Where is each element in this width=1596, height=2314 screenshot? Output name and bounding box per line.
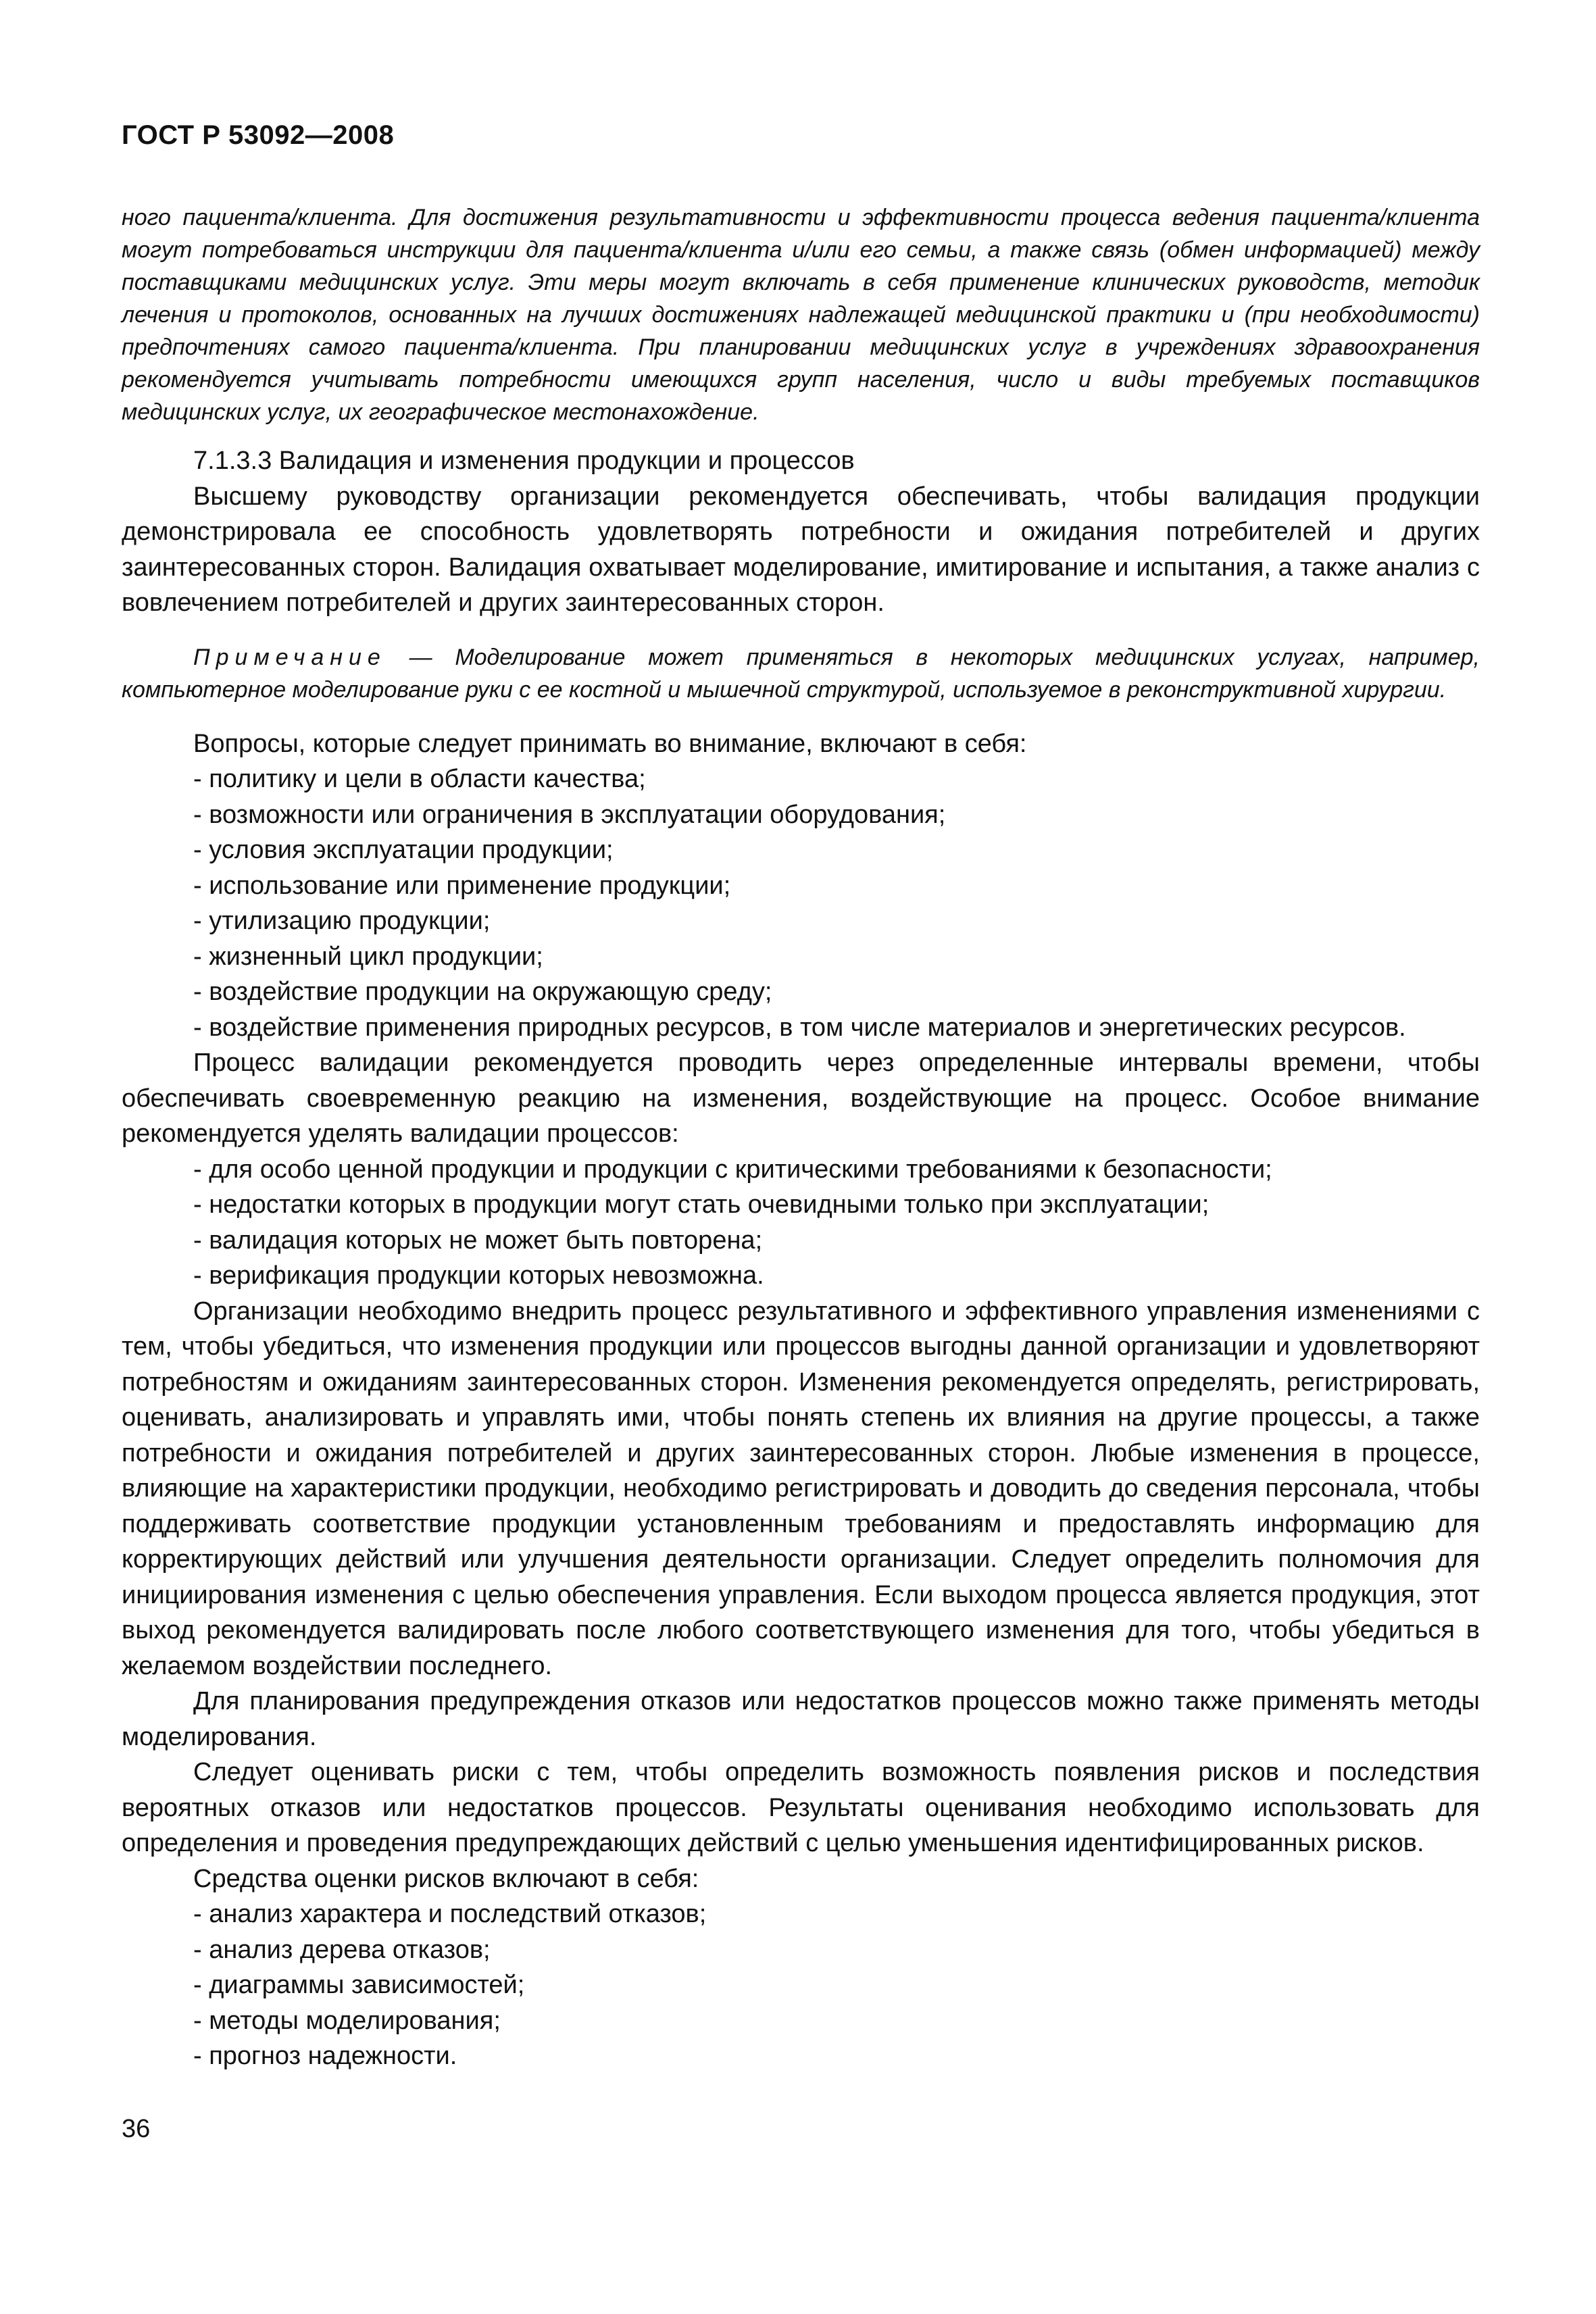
list-item: - анализ характера и последствий отказов; [193, 1900, 707, 1928]
paragraph-validation-interval: Процесс валидации рекомендуется проводить через определенные интервалы времени, чтобы обеспечивать своевременную реакцию на изменения, воздействующие на процесс. Особое внимание рекомендуется уделять валидации процессов: [122, 1049, 1480, 1148]
list-item: - условия эксплуатации продукции; [193, 836, 614, 864]
paragraph-risk: Следует оценивать риски с тем, чтобы определить возможность появления рисков и последствия вероятных отказов или недостатков процессов. Результаты оценивания необходимо использовать для определения и проведения предупреждающих действий с целью уменьшения идентифицированных рисков. [122, 1758, 1480, 1857]
paragraph-validation: Высшему руководству организации рекомендуется обеспечивать, чтобы валидация продукции демонстрировала ее способность удовлетворять потребности и ожидания потребителей и других заинтересованных сторон. Валидация охватывает моделирование, имитирование и испытания, а также анализ с вовлечением потребителей и других заинтересованных сторон. [122, 482, 1480, 617]
list-item: - валидация которых не может быть повторена; [193, 1226, 763, 1255]
list-item: - возможности или ограничения в эксплуатации оборудования; [193, 800, 946, 829]
list-item: - недостатки которых в продукции могут стать очевидными только при эксплуатации; [193, 1190, 1210, 1219]
list-item: - для особо ценной продукции и продукции с критическими требованиями к безопасности; [193, 1155, 1272, 1184]
list-item: - жизненный цикл продукции; [193, 942, 543, 971]
risk-intro: Средства оценки рисков включают в себя: [193, 1864, 699, 1893]
list-item: - анализ дерева отказов; [193, 1935, 491, 1964]
note-paragraph [122, 641, 1480, 706]
document-header: ГОСТ Р 53092—2008 [122, 120, 395, 150]
note-text: — Моделирование может применяться в некоторых медицинских услугах, например, компьютерное моделирование руки с ее костной и мышечной структурой, используемое в реконструктивной хирургии. [122, 644, 1480, 703]
document-body [122, 201, 1480, 2074]
document-page [122, 0, 1480, 2314]
intro-italic-paragraph: ного пациента/клиента. Для достижения результативности и эффективности процесса ведения пациента/клиента могут потребоваться инструкции для пациента/клиента и/или его семьи, а также связь (обмен информацией) между поставщиками медицинских услуг. Эти меры могут включать в себя применение клинических руководств, методик лечения и протоколов, основанных на лучших достижениях надлежащей медицинской практики и (при необходимости) предпочтениях самого пациента/клиента. При планировании медицинских услуг в учреждениях здравоохранения рекомендуется учитывать потребности имеющихся групп населения, число и виды требуемых поставщиков медицинских услуг, их географическое местонахождение. [122, 205, 1480, 425]
note-label: Примечание [193, 644, 386, 670]
list-item: - верификация продукции которых невозможна. [193, 1261, 764, 1290]
list-item: - использование или применение продукции; [193, 871, 731, 900]
list-item: - воздействие применения природных ресурсов, в том числе материалов и энергетических ресурсов. [193, 1013, 1406, 1042]
list-item: - методы моделирования; [193, 2006, 501, 2035]
list-item: - утилизацию продукции; [193, 907, 491, 935]
page-number: 36 [122, 2115, 151, 2143]
list-item: - воздействие продукции на окружающую среду; [193, 978, 772, 1006]
list-item: - прогноз надежности. [193, 2042, 457, 2070]
paragraph-change-management: Организации необходимо внедрить процесс результативного и эффективного управления изменениями с тем, чтобы убедиться, что изменения продукции или процессов выгодны данной организации и удовлетворяют потребностям и ожиданиям заинтересованных сторон. Изменения рекомендуется определять, регистрировать, оценивать, анализировать и управлять ими, чтобы понять степень их влияния на другие процессы, а также потребности и ожидания потребителей и других заинтересованных сторон. Любые изменения в процессе, влияющие на характеристики продукции, необходимо регистрировать и доводить до сведения персонала, чтобы поддерживать соответствие продукции установленным требованиям и предоставлять информацию для корректирующих действий или улучшения деятельности организации. Следует определить полномочия для инициирования изменения с целью обеспечения управления. Если выходом процесса является продукция, этот выход рекомендуется валидировать после любого соответствующего изменения для того, чтобы убедиться в желаемом воздействии последнего. [122, 1297, 1480, 1680]
list-item: - политику и цели в области качества; [193, 765, 646, 793]
paragraph-modeling: Для планирования предупреждения отказов или недостатков процессов можно также применять методы моделирования. [122, 1687, 1480, 1751]
section-heading: 7.1.3.3 Валидация и изменения продукции и процессов [193, 447, 855, 475]
list-item: - диаграммы зависимостей; [193, 1971, 525, 1999]
questions-intro: Вопросы, которые следует принимать во внимание, включают в себя: [193, 729, 1027, 758]
